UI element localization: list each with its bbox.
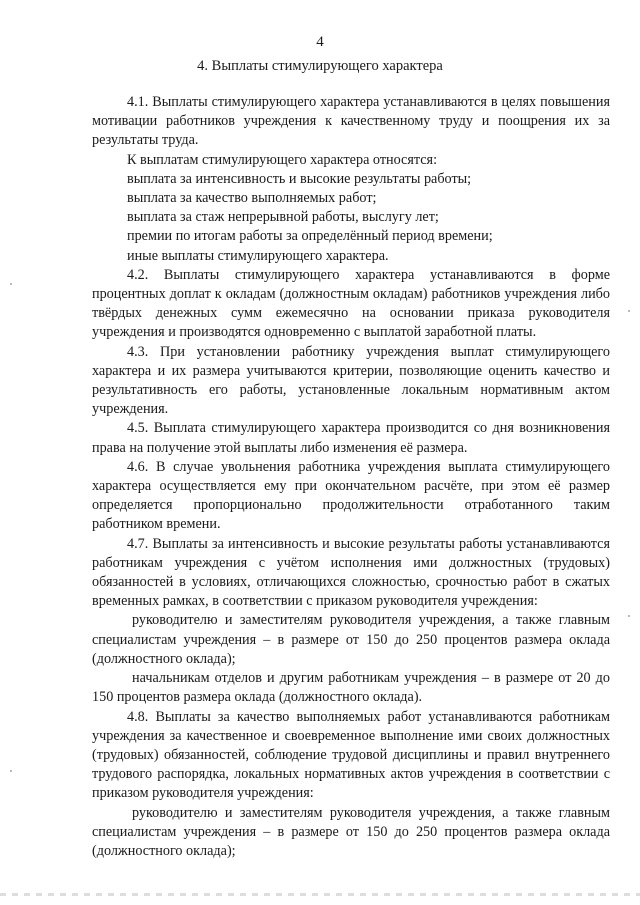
paragraph-4-5: 4.5. Выплата стимулирующего характера производится со дня возникновения права на получение этой выплаты либо изменения её размера. [92, 420, 610, 456]
paragraph-4-3: 4.3. При установлении работнику учреждения выплат стимулирующего характера и их размера учитываются критерии, позволяющие оценить качество и результативность его работы, установленные локальным нормативным актом учреждения. [92, 343, 610, 418]
paragraph-4-6: 4.6. В случае увольнения работника учреждения выплата стимулирующего характера осуществляется ему при окончательном расчёте, при этом её размер определяется пропорционально продолжительности отработанного таким работником времени. [92, 458, 610, 533]
paragraph-4-8: 4.8. Выплаты за качество выполняемых работ устанавливаются работникам учреждения за качественное и своевременное выполнение ими своих должностных (трудовых) обязанностей, соблюдение трудовой дисциплины и правил внутреннего трудового распорядка, локальных нормативных актов учреждения в соответствии с приказом руководителя учреждения: [92, 708, 610, 802]
list-item: иные выплаты стимулирующего характера. [127, 247, 389, 264]
sub-item-managers: руководителю и заместителям руководителя учреждения, а также главным специалистам учреждения – в размере от 150 до 250 процентов размера оклада (должностного оклада); [92, 804, 610, 859]
document-body [92, 93, 610, 861]
list-intro: К выплатам стимулирующего характера относятся: [127, 151, 438, 168]
scan-mark [628, 310, 630, 312]
paragraph-4-1: 4.1. Выплаты стимулирующего характера устанавливаются в целях повышения мотивации работников учреждения к качественному труду и поощрения их за результаты труда. [92, 94, 610, 149]
paragraph-4-2: 4.2. Выплаты стимулирующего характера устанавливаются в форме процентных доплат к окладам (должностным окладам) работников учреждения либо твёрдых денежных сумм ежемесячно на основании приказа руководителя учреждения и производятся одновременно с выплатой заработной платы. [92, 266, 610, 341]
page-number: 4 [316, 34, 324, 50]
scan-noise [0, 893, 640, 896]
list-item: выплата за стаж непрерывной работы, выслугу лет; [127, 209, 439, 226]
sub-item-department-heads: начальникам отделов и другим работникам учреждения – в размере от 20 до 150 процентов размера оклада (должностного оклада). [92, 670, 610, 706]
list-item: выплата за качество выполняемых работ; [127, 190, 377, 207]
list-item: премии по итогам работы за определённый период времени; [127, 228, 493, 245]
paragraph-4-7: 4.7. Выплаты за интенсивность и высокие результаты работы устанавливаются работникам учреждения с учётом исполнения ими должностных (трудовых) обязанностей в условиях, отличающихся сложностью, срочностью работ в сжатых временных рамках, в соответствии с приказом руководителя учреждения: [92, 535, 610, 610]
section-title: 4. Выплаты стимулирующего характера [197, 58, 443, 74]
list-item: выплата за интенсивность и высокие результаты работы; [127, 170, 472, 187]
scan-mark [628, 615, 630, 617]
sub-item-managers: руководителю и заместителям руководителя учреждения, а также главным специалистам учреждения – в размере от 150 до 250 процентов размера оклада (должностного оклада); [92, 612, 610, 667]
scan-mark [10, 770, 12, 772]
scan-mark [10, 283, 12, 285]
